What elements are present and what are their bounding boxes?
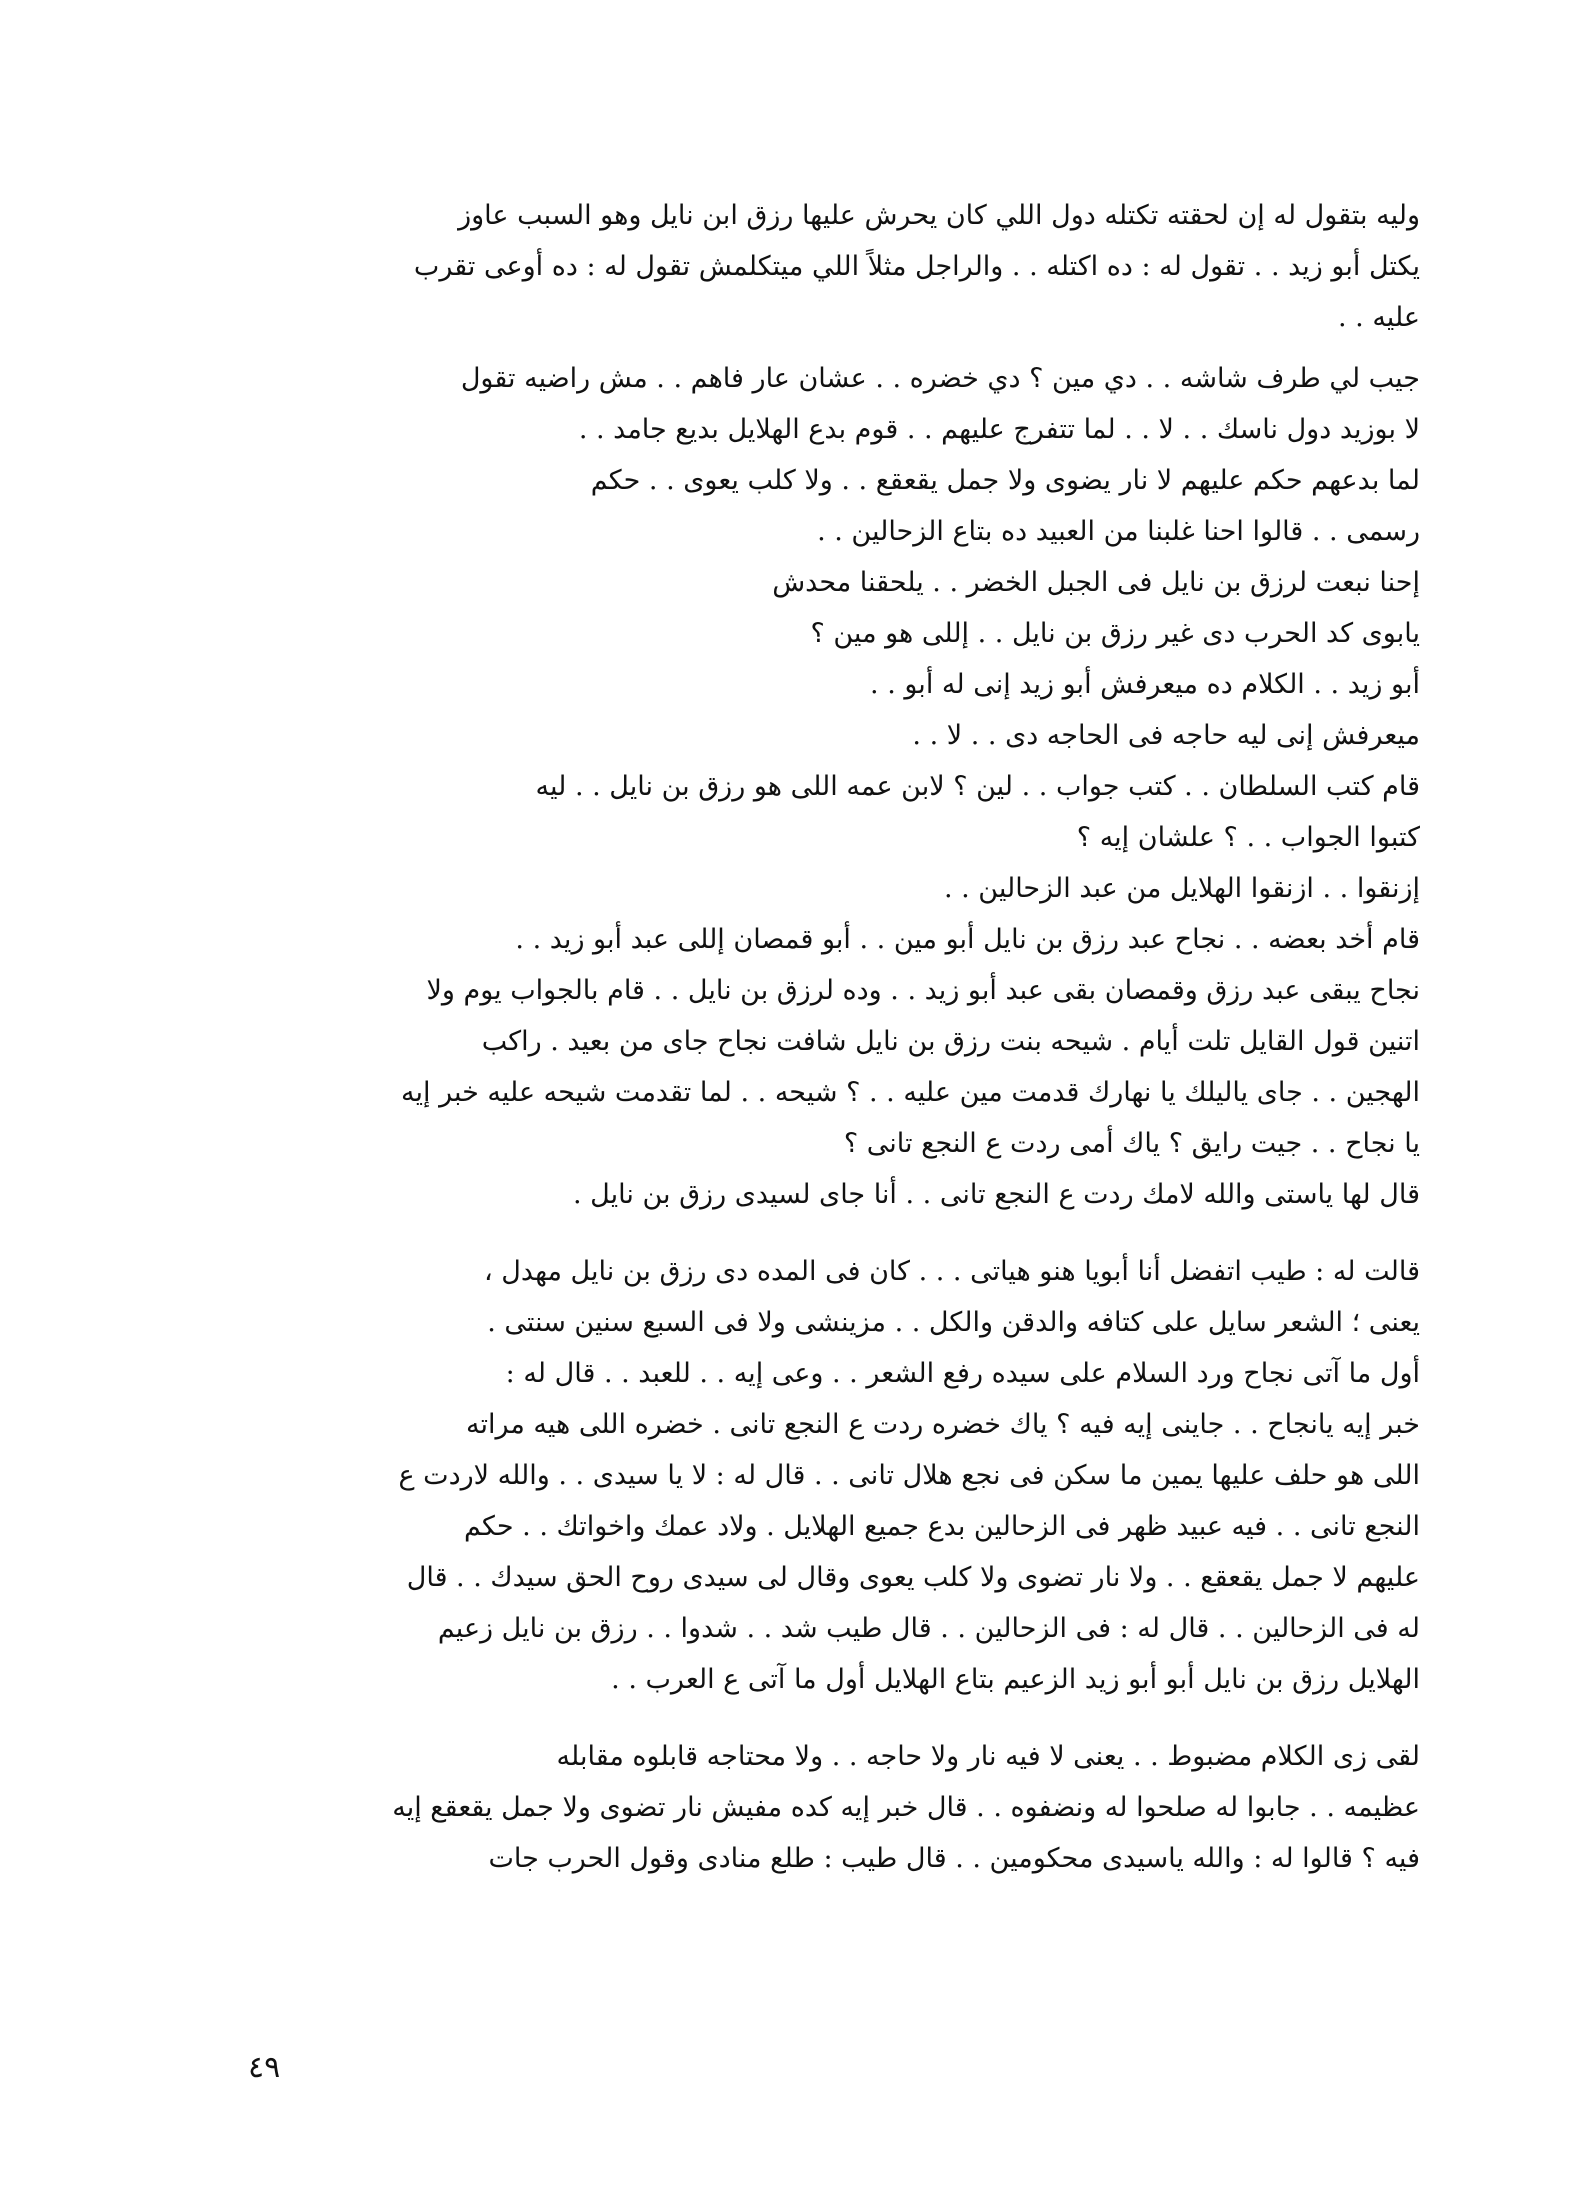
text-line: قالت له : طيب اتفضل أنا أبويا هنو هياتى . . . كان فى المده دى رزق بن نايل مهدل ، [483,1256,1420,1287]
text-line: الهلايل رزق بن نايل أبو أبو زيد الزعيم بتاع الهلايل أول ما آتى ع العرب . . [611,1664,1420,1695]
text-line: كتبوا الجواب . . ؟ علشان إيه ؟ [1076,822,1420,853]
paragraph [330,1246,1420,1705]
text-line: قام كتب السلطان . . كتب جواب . . لين ؟ لابن عمه اللى هو رزق بن نايل . . ليه [535,771,1420,802]
text-line: جيب لي طرف شاشه . . دي مين ؟ دي خضره . . عشان عار فاهم . . مش راضيه تقول [460,363,1420,394]
spacer [330,1705,1420,1731]
text-line: لما بدعهم حكم عليهم لا نار يضوى ولا جمل يقعقع . . ولا كلب يعوى . . حكم [590,465,1420,496]
text-line: عليه . . [1337,302,1420,333]
text-line: فيه ؟ قالوا له : والله ياسيدى محكومين . . قال طيب : طلع منادى وقول الحرب جات [488,1843,1420,1874]
page-body [330,190,1420,1884]
text-line: يابوى كد الحرب دى غير رزق بن نايل . . إللى هو مين ؟ [810,618,1420,649]
text-line: اتنين قول القايل تلت أيام . شيحه بنت رزق بن نايل شافت نجاح جاى من بعيد . راكب [481,1026,1420,1057]
paragraph [330,1731,1420,1884]
text-line: يكتل أبو زيد . . تقول له : ده اكتله . . والراجل مثلاً اللي ميتكلمش تقول له : ده أوعى تقرب [413,251,1420,282]
text-line: قال لها ياستى والله لامك ردت ع النجع تانى . . أنا جاى لسيدى رزق بن نايل . [573,1179,1420,1210]
text-line: رسمى . . قالوا احنا غلبنا من العبيد ده بتاع الزحالين . . [817,516,1420,547]
text-line: ميعرفش إنى ليه حاجه فى الحاجه دى . . لا . . [912,720,1420,751]
text-line: أول ما آتى نجاح ورد السلام على سيده رفع الشعر . . وعى إيه . . للعبد . . قال له : [505,1358,1420,1389]
text-line: لا بوزيد دول ناسك . . لا . . لما تتفرج عليهم . . قوم بدع الهلايل بديع جامد . . [578,414,1420,445]
text-line: له فى الزحالين . . قال له : فى الزحالين . . قال طيب شد . . شدوا . . رزق بن نايل زعيم [437,1613,1420,1644]
text-line: عظيمه . . جابوا له صلحوا له ونضفوه . . قال خبر إيه كده مفيش نار تضوى ولا جمل يقعقع إيه [392,1792,1420,1823]
text-line: النجع تانى . . فيه عبيد ظهر فى الزحالين بدع جميع الهلايل . ولاد عمك واخواتك . . حكم [464,1511,1420,1542]
text-line: عليهم لا جمل يقعقع . . ولا نار تضوى ولا كلب يعوى وقال لى سيدى روح الحق سيدك . . قال [406,1562,1420,1593]
text-line: لقى زى الكلام مضبوط . . يعنى لا فيه نار ولا حاجه . . ولا محتاجه قابلوه مقابله [556,1741,1420,1772]
text-line: خبر إيه يانجاح . . جاينى إيه فيه ؟ ياك خضره ردت ع النجع تانى . خضره اللى هيه مراته [465,1409,1420,1440]
text-line: الهجين . . جاى ياليلك يا نهارك قدمت مين عليه . . ؟ شيحه . . لما تقدمت شيحه عليه خبر إيه [401,1077,1420,1108]
text-line: نجاح يبقى عبد رزق وقمصان بقى عبد أبو زيد . . وده لرزق بن نايل . . قام بالجواب يوم ولا [426,975,1420,1006]
text-line: وليه بتقول له إن لحقته تكتله دول اللي كان يحرش عليها رزق ابن نايل وهو السبب عاوز [458,200,1420,231]
paragraph [330,190,1420,343]
text-line: إحنا نبعت لرزق بن نايل فى الجبل الخضر . . يلحقنا محدش [772,567,1420,598]
text-line: إزنقوا . . ازنقوا الهلايل من عبد الزحالين . . [943,873,1420,904]
text-line: يا نجاح . . جيت رايق ؟ ياك أمى ردت ع النجع تانى ؟ [843,1128,1420,1159]
spacer [330,1220,1420,1246]
paragraph [330,353,1420,1220]
text-line: يعنى ؛ الشعر سايل على كتافه والدقن والكل . . مزينشى ولا فى السبع سنين سنتى . [487,1307,1420,1338]
spacer [330,343,1420,353]
text-line: قام أخد بعضه . . نجاح عبد رزق بن نايل أبو مين . . أبو قمصان إللى عبد أبو زيد . . [515,924,1420,955]
text-line: اللى هو حلف عليها يمين ما سكن فى نجع هلال تانى . . قال له : لا يا سيدى . . والله لاردت ع [398,1460,1420,1491]
text-line: أبو زيد . . الكلام ده ميعرفش أبو زيد إنى له أبو . . [870,669,1420,700]
page-number: ٤٩ [248,2050,281,2085]
